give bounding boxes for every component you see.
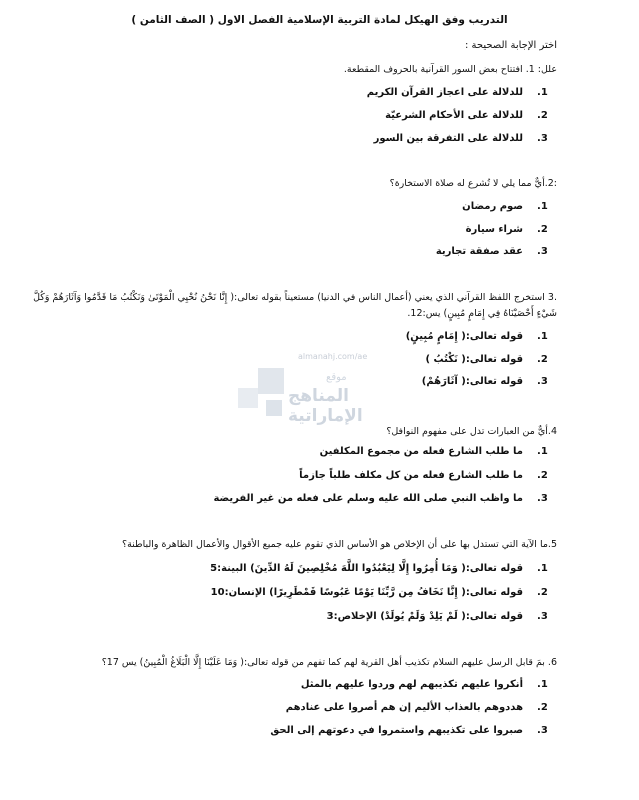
- option-text: ما واظب النبي صلى الله عليه وسلم على فعله من غير الفريضة: [213, 493, 523, 504]
- watermark-url: almanahj.com/ae: [298, 352, 368, 361]
- option-text: للدلالة على التفرقة بين السور: [373, 133, 523, 144]
- option-number: 3.: [537, 493, 548, 504]
- watermark-logo-square: [258, 368, 284, 394]
- option-4-1: [320, 446, 549, 457]
- watermark-text-small: موقع: [326, 372, 347, 383]
- option-text: قوله تعالى:( إِمَامٍ مُبِينٍ): [405, 331, 523, 342]
- option-5-1: [210, 563, 549, 574]
- option-number: 2.: [537, 224, 548, 235]
- option-5-3: [327, 611, 549, 622]
- option-text: للدلالة على اعجاز القرآن الكريم: [366, 87, 523, 98]
- option-text: صبروا على تكذيبهم واستمروا في دعوتهم إلى الحق: [270, 725, 523, 736]
- option-text: للدلالة على الأحكام الشرعيّة: [385, 110, 523, 121]
- option-1-1: [367, 87, 549, 98]
- option-number: 3.: [537, 376, 548, 387]
- question-5: 5.ما الآية التي تستدل بها على أن الإخلاص هو الأساس الذي تقوم عليه جميع الأقوال والأعمال الظاهرة والباطنة؟: [122, 539, 557, 550]
- option-text: شراء سيارة: [465, 224, 523, 235]
- option-3-2: [426, 354, 550, 365]
- option-text: قوله تعالى:( لَمْ يَلِدْ وَلَمْ يُولَدْ) الإخلاص:3: [326, 611, 523, 622]
- option-text: صوم رمضان: [462, 201, 523, 212]
- option-text: قوله تعالى:( إِنَّا نَخَافُ مِن رَّبِّنَا يَوْمًا عَبُوسًا قَمْطَرِيرًا) الإنسان:10: [210, 587, 523, 598]
- watermark-logo-square: [266, 400, 282, 416]
- option-number: 1.: [537, 87, 548, 98]
- option-text: قوله تعالى:( آثَارَهُمْ): [421, 376, 523, 387]
- option-text: قوله تعالى:( نَكْتُبُ ): [425, 354, 523, 365]
- option-2-3: [436, 246, 549, 257]
- option-2-2: [466, 224, 549, 235]
- page-title: التدريب وفق الهيكل لمادة التربية الإسلامية الفصل الاول ( الصف الثامن ): [131, 14, 508, 26]
- option-text: عقد صفقة تجارية: [435, 246, 523, 257]
- option-text: أنكروا عليهم تكذيبهم لهم وردوا عليهم بالمثل: [300, 679, 523, 690]
- option-2-1: [462, 201, 549, 212]
- question-3: .3 استخرج اللفظ القرآني الذي يعني (أعمال الناس في الدنيا) مستعيناً بقوله تعالى:( إِنَّا نَحْنُ نُحْيِي الْمَوْتَىٰ وَنَكْتُبُ مَا قَدَّمُوا وَآثَارَهُمْ وَكُلَّ شَيْءٍ أَحْصَيْنَاهُ فِي إِمَامٍ مُبِينٍ) يس:12.: [33, 292, 557, 319]
- question-2: :2.أيٌّ مما يلي لا تُشرع له صلاة الاستخارة؟: [389, 178, 557, 189]
- option-text: هددوهم بالعذاب الأليم إن هم أصروا على عنادهم: [285, 702, 523, 713]
- option-number: 1.: [537, 446, 548, 457]
- watermark-text-large: المناهج الإماراتية: [288, 386, 363, 426]
- option-number: 3.: [537, 133, 548, 144]
- option-number: 2.: [537, 702, 548, 713]
- option-number: 1.: [537, 201, 548, 212]
- option-3-3: [422, 376, 549, 387]
- option-number: 1.: [537, 679, 548, 690]
- question-1: علل: 1. افتتاح بعض السور القرآنية بالحروف المقطعة.: [343, 64, 557, 75]
- option-text: قوله تعالى:( وَمَا أُمِرُوا إِلَّا لِيَعْبُدُوا اللَّهَ مُخْلِصِينَ لَهُ الدِّينَ) البينة:5: [210, 563, 523, 574]
- site-watermark: [238, 350, 408, 430]
- option-6-3: [270, 725, 549, 736]
- watermark-logo-square: [238, 388, 258, 408]
- option-6-1: [301, 679, 549, 690]
- option-number: 1.: [537, 331, 548, 342]
- option-text: ما طلب الشارع فعله من مجموع المكلفين: [319, 446, 523, 457]
- question-4: 4.أيٌّ من العبارات تدل على مفهوم النوافل؟: [386, 426, 557, 437]
- option-5-2: [211, 587, 549, 598]
- option-6-2: [286, 702, 549, 713]
- option-number: 3.: [537, 725, 548, 736]
- option-number: 3.: [537, 611, 548, 622]
- option-number: 2.: [537, 110, 548, 121]
- option-4-3: [213, 493, 549, 504]
- question-6: 6. بمَ قابل الرسل عليهم السلام تكذيب أهل القرية لهم كما تفهم من قوله تعالى:( وَمَا عَلَيْنَا إِلَّا الْبَلَاغُ الْمُبِينُ) يس 17؟: [101, 657, 557, 668]
- option-number: 2.: [537, 354, 548, 365]
- option-number: 2.: [537, 587, 548, 598]
- option-4-2: [299, 470, 549, 481]
- option-number: 2.: [537, 470, 548, 481]
- option-1-3: [374, 133, 549, 144]
- option-number: 3.: [537, 246, 548, 257]
- option-text: ما طلب الشارع فعله من كل مكلف طلباً جازماً: [299, 470, 523, 481]
- option-3-1: [406, 331, 549, 342]
- option-1-2: [385, 110, 549, 121]
- option-number: 1.: [537, 563, 548, 574]
- instruction-text: اختر الإجابة الصحيحة :: [464, 40, 557, 51]
